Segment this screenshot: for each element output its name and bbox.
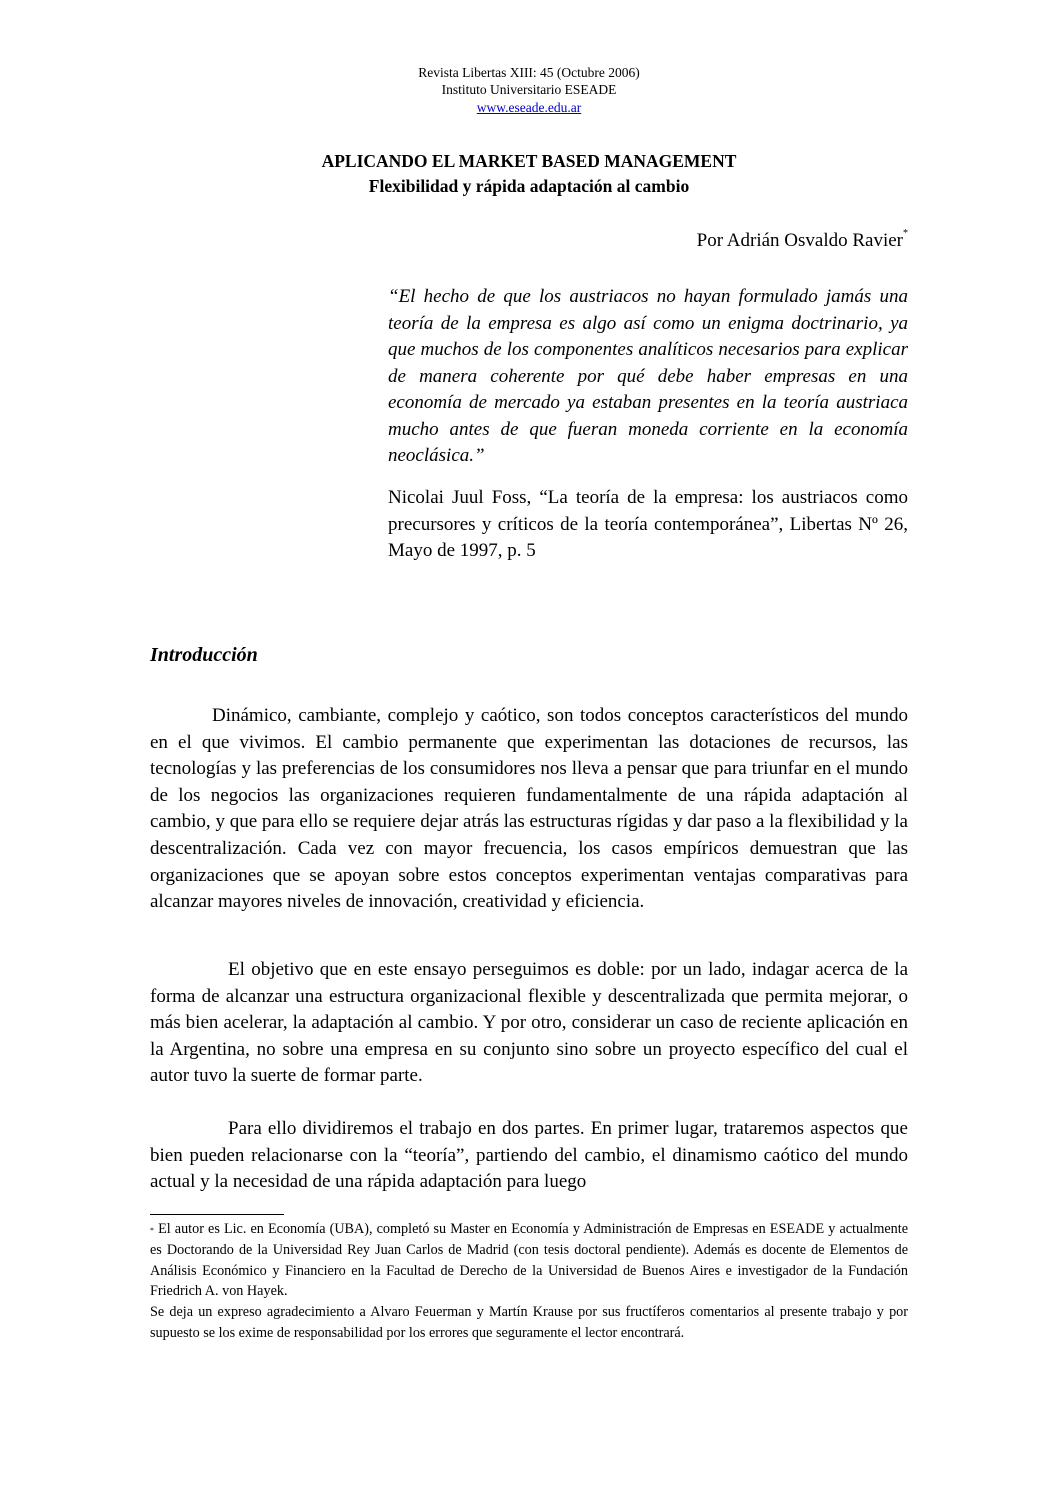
epigraph-quote: “El hecho de que los austriacos no hayan formulado jamás una teoría de la empresa es algo así como un enigma doctrinario, ya que muchos de los componentes analíticos necesarios para explicar de manera coherente por qué debe haber empresas en una economía de mercado ya estaban presentes en la teoría austriaca mucho antes de que fueran moneda corriente en la economía neoclásica.” (388, 286, 908, 466)
footnote-acknowledgement: Se deja un expreso agradecimiento a Alvaro Feuerman y Martín Krause por sus fructíferos comentarios al presente trabajo y por supuesto se los exime de responsabilidad por los errores que seguramente el lector encontrará. (150, 1304, 908, 1341)
institution-header: Instituto Universitario ESEADE (441, 82, 617, 97)
epigraph-citation: Nicolai Juul Foss, “La teoría de la empresa: los austriacos como precursores y críticos de la teoría contemporánea”, Libertas Nº 26, Mayo de 1997, p. 5 (388, 487, 908, 561)
footnote-author (150, 1219, 908, 1302)
document-subtitle: Flexibilidad y rápida adaptación al cambio (368, 176, 690, 196)
paragraph-1: Dinámico, cambiante, complejo y caótico, son todos conceptos característicos del mundo en el que vivimos. El cambio permanente que experimentan las dotaciones de recursos, las tecnologías y las preferencias de los consumidores nos lleva a pensar que para triunfar en el mundo de los negocios las organizaciones requieren fundamentalmente de una rápida adaptación al cambio, y que para ello se requiere dejar atrás las estructuras rígidas y dar paso a la flexibilidad y la descentralización. Cada vez con mayor frecuencia, los casos empíricos demuestran que las organizaciones que se apoyan sobre estos conceptos experimentan ventajas comparativas para alcanzar mayores niveles de innovación, creatividad y eficiencia. (150, 705, 908, 913)
author-name: Por Adrián Osvaldo Ravier (696, 230, 903, 251)
author-byline (697, 230, 908, 252)
paragraph-2: El objetivo que en este ensayo perseguimos es doble: por un lado, indagar acerca de la forma de alcanzar una estructura organizacional flexible y descentralizada que permita mejorar, o más bien acelerar, la adaptación al cambio. Y por otro, considerar un caso de reciente aplicación en la Argentina, no sobre una empresa en su conjunto sino sobre un proyecto específico del cual el autor tuvo la suerte de formar parte. (150, 959, 908, 1087)
footnotes (150, 1219, 908, 1344)
author-footnote-mark[interactable]: * (903, 228, 908, 239)
website-link-container (0, 100, 1058, 116)
website-link[interactable]: www.eseade.edu.ar (476, 100, 582, 115)
section-heading-introduccion: Introducción (150, 644, 258, 666)
footnote-separator (150, 1214, 284, 1215)
footnote-mark: * (150, 1226, 154, 1235)
paragraph-3: Para ello dividiremos el trabajo en dos partes. En primer lugar, trataremos aspectos que bien pueden relacionarse con la “teoría”, partiendo del cambio, el dinamismo caótico del mundo actual y la necesidad de una rápida adaptación para luego (150, 1118, 908, 1193)
document-title: APLICANDO EL MARKET BASED MANAGEMENT (321, 151, 737, 171)
footnote-author-text: El autor es Lic. en Economía (UBA), completó su Master en Economía y Administración de Empresas en ESEADE y actualmente es Doctorando de la Universidad Rey Juan Carlos de Madrid (con tesis doctoral pendiente). Además es docente de Elementos de Análisis Económico y Financiero en la Facultad de Derecho de la Universidad de Buenos Aires e investigador de la Fundación Friedrich A. von Hayek. (150, 1221, 908, 1300)
journal-header: Revista Libertas XIII: 45 (Octubre 2006) (418, 65, 640, 80)
